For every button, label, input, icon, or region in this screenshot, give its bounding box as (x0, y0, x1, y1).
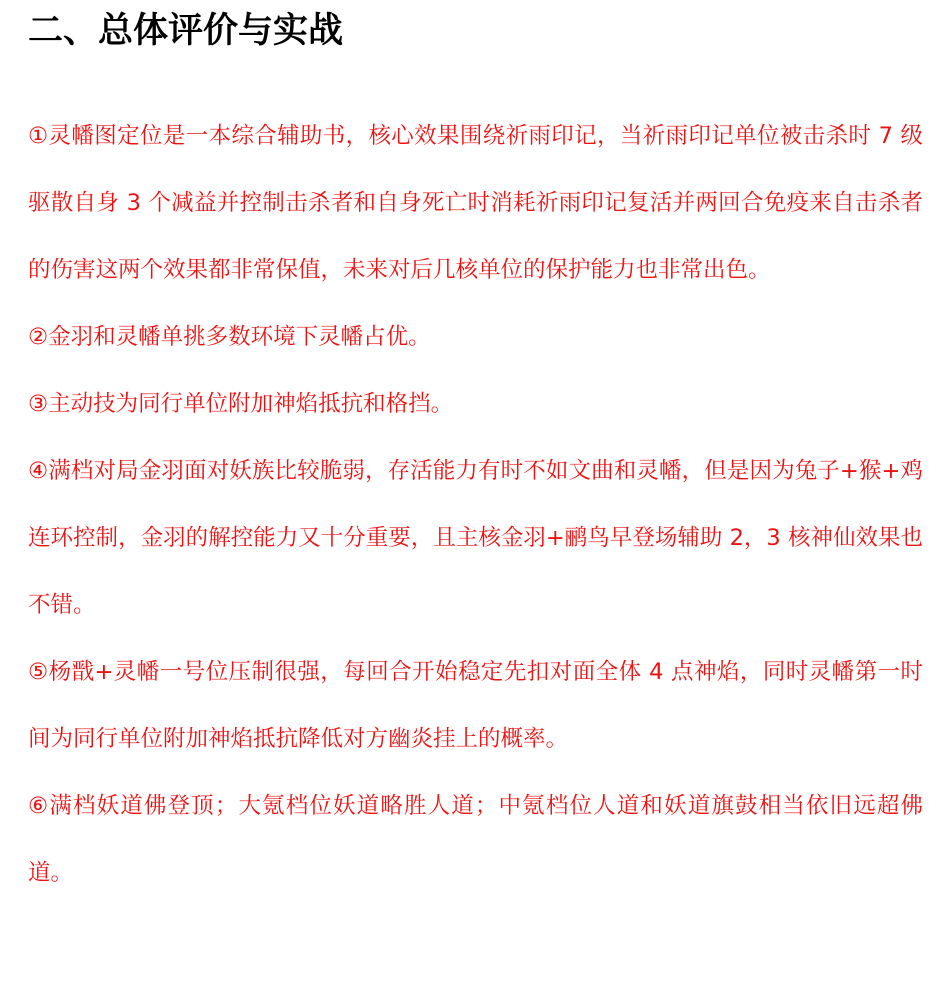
paragraph-5: ⑤杨戬+灵幡一号位压制很强，每回合开始稳定先扣对面全体 4 点神焰，同时灵幡第一时间为同行单位附加神焰抵抗降低对方幽炎挂上的概率。 (28, 659, 923, 752)
paragraph-1: ①灵幡图定位是一本综合辅助书，核心效果围绕祈雨印记，当祈雨印记单位被击杀时 7 级驱散自身 3 个减益并控制击杀者和自身死亡时消耗祈雨印记复活并两回合免疫来自击杀者的伤害这两个效果都非常保值，未来对后几核单位的保护能力也非常出色。 (28, 123, 923, 283)
paragraph-2: ②金羽和灵幡单挑多数环境下灵幡占优。 (28, 324, 431, 350)
paragraph-4: ④满档对局金羽面对妖族比较脆弱，存活能力有时不如文曲和灵幡，但是因为兔子+猴+鸡连环控制，金羽的解控能力又十分重要，且主核金羽+鹂鸟早登场辅助 2，3 核神仙效果也不错。 (28, 458, 923, 618)
paragraph-3: ③主动技为同行单位附加神焰抵抗和格挡。 (28, 391, 454, 417)
section-title: 二、总体评价与实战 (28, 11, 344, 51)
evaluation-paragraphs (28, 103, 923, 907)
paragraph-6: ⑥满档妖道佛登顶；大氪档位妖道略胜人道；中氪档位人道和妖道旗鼓相当依旧远超佛道。 (28, 793, 923, 886)
